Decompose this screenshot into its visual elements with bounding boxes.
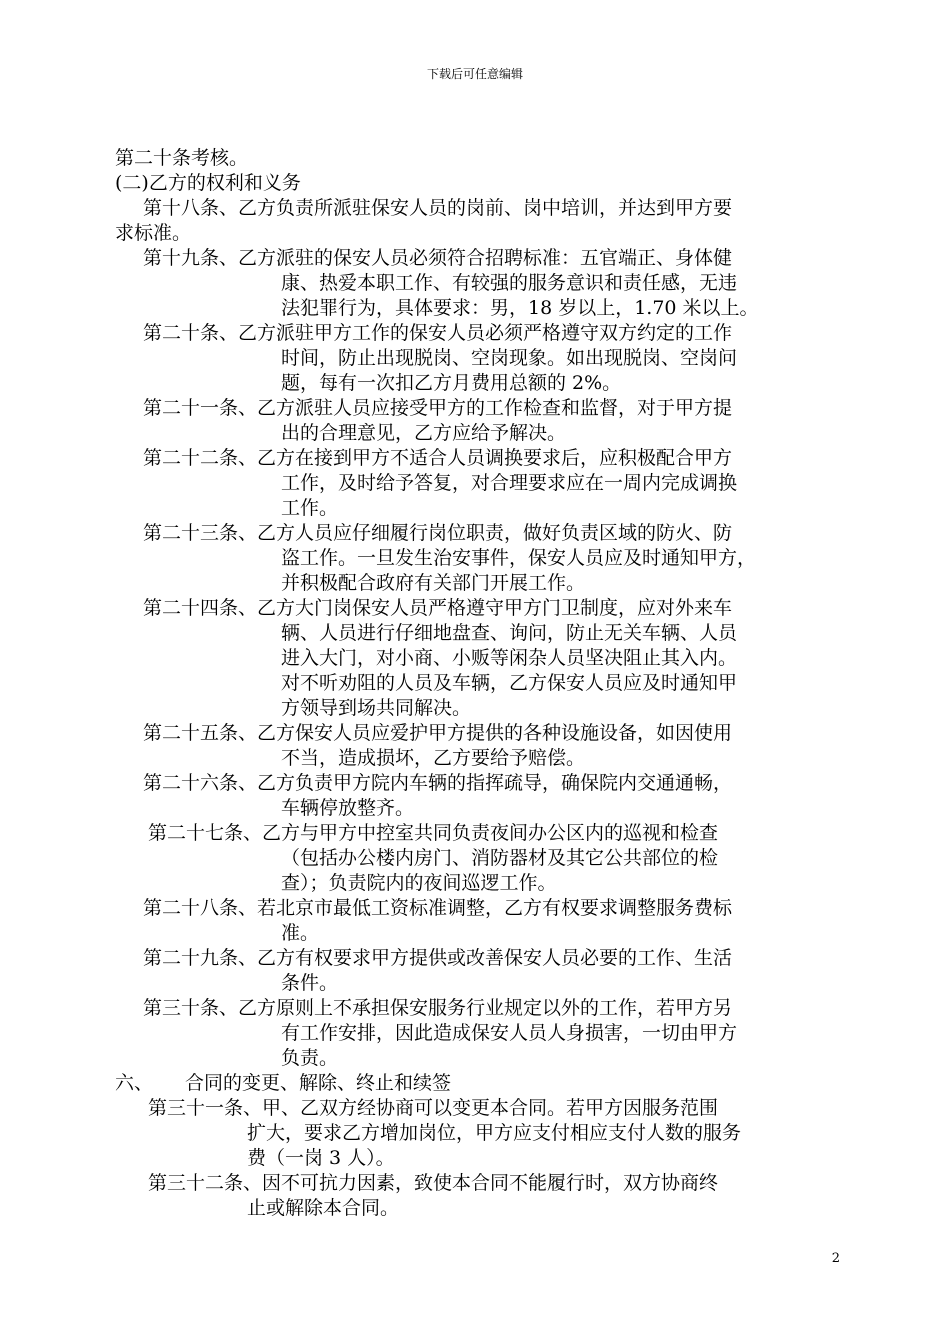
article-27-line-1: 第二十七条、乙方与甲方中控室共同负责夜间办公区内的巡视和检查 bbox=[148, 822, 719, 844]
article-24-line-2: 辆、人员进行仔细地盘查、询问，防止无关车辆、人员 bbox=[281, 622, 738, 644]
article-26-line-2: 车辆停放整齐。 bbox=[281, 797, 415, 819]
article-27-line-2: （包括办公楼内房门、消防器材及其它公共部位的检 bbox=[281, 847, 719, 869]
document-body bbox=[115, 146, 855, 1221]
article-22-line-2: 工作，及时给予答复，对合理要求应在一周内完成调换 bbox=[281, 472, 738, 494]
article-20-line-2: 时间，防止出现脱岗、空岗现象。如出现脱岗、空岗问 bbox=[281, 347, 738, 369]
page-header: 下载后可任意编辑 bbox=[426, 67, 523, 81]
article-23-line-1: 第二十三条、乙方人员应仔细履行岗位职责，做好负责区域的防火、防 bbox=[143, 522, 733, 544]
article-29-line-2: 条件。 bbox=[281, 972, 339, 994]
article-24-line-4: 对不听劝阻的人员及车辆，乙方保安人员应及时通知甲 bbox=[281, 672, 738, 694]
article-21-line-1: 第二十一条、乙方派驻人员应接受甲方的工作检查和监督，对于甲方提 bbox=[143, 397, 733, 419]
article-20-line-1: 第二十条、乙方派驻甲方工作的保安人员必须严格遵守双方约定的工作 bbox=[143, 322, 733, 344]
article-30-line-1: 第三十条、乙方原则上不承担保安服务行业规定以外的工作，若甲方另 bbox=[143, 997, 733, 1019]
article-30-line-3: 负责。 bbox=[281, 1047, 339, 1069]
article-20-assessment: 第二十条考核。 bbox=[115, 147, 249, 169]
article-18-line-1: 第十八条、乙方负责所派驻保安人员的岗前、岗中培训，并达到甲方要 bbox=[143, 197, 733, 219]
section-6-heading bbox=[115, 1071, 855, 1096]
page-number: 2 bbox=[831, 1251, 840, 1266]
article-20-line-3: 题，每有一次扣乙方月费用总额的 2%。 bbox=[281, 372, 622, 394]
article-29-line-1: 第二十九条、乙方有权要求甲方提供或改善保安人员必要的工作、生活 bbox=[143, 947, 733, 969]
article-28-line-1: 第二十八条、若北京市最低工资标准调整，乙方有权要求调整服务费标 bbox=[143, 897, 733, 919]
article-19-line-2: 康、热爱本职工作、有较强的服务意识和责任感，无违 bbox=[281, 272, 738, 294]
article-19-line-3: 法犯罪行为，具体要求：男，18 岁以上，1.70 米以上。 bbox=[281, 297, 759, 319]
article-27-line-3: 查）；负责院内的夜间巡逻工作。 bbox=[281, 872, 557, 894]
article-21-line-2: 出的合理意见，乙方应给予解决。 bbox=[281, 422, 567, 444]
article-25-line-2: 不当，造成损坏，乙方要给予赔偿。 bbox=[281, 747, 586, 769]
article-22-line-3: 工作。 bbox=[281, 497, 339, 519]
article-23-line-3: 并积极配合政府有关部门开展工作。 bbox=[281, 572, 586, 594]
article-22-line-1: 第二十二条、乙方在接到甲方不适合人员调换要求后，应积极配合甲方 bbox=[143, 447, 733, 469]
article-24-line-5: 方领导到场共同解决。 bbox=[281, 697, 472, 719]
section-6-title: 合同的变更、解除、终止和续签 bbox=[185, 1072, 452, 1094]
article-24-line-1: 第二十四条、乙方大门岗保安人员严格遵守甲方门卫制度，应对外来车 bbox=[143, 597, 733, 619]
article-25-line-1: 第二十五条、乙方保安人员应爱护甲方提供的各种设施设备，如因使用 bbox=[143, 722, 733, 744]
article-26-line-1: 第二十六条、乙方负责甲方院内车辆的指挥疏导，确保院内交通通畅， bbox=[143, 772, 733, 794]
article-31-line-3: 费（一岗 3 人）。 bbox=[247, 1147, 395, 1169]
article-32-line-2: 止或解除本合同。 bbox=[247, 1197, 400, 1219]
section-heading-rights-obligations: (二)乙方的权利和义务 bbox=[115, 172, 301, 194]
article-19-line-1: 第十九条、乙方派驻的保安人员必须符合招聘标准：五官端正、身体健 bbox=[143, 247, 733, 269]
article-32-line-1: 第三十二条、因不可抗力因素，致使本合同不能履行时，双方协商终 bbox=[148, 1172, 719, 1194]
article-18-line-2: 求标准。 bbox=[115, 222, 192, 244]
article-30-line-2: 有工作安排，因此造成保安人员人身损害，一切由甲方 bbox=[281, 1022, 738, 1044]
article-31-line-2: 扩大，要求乙方增加岗位，甲方应支付相应支付人数的服务 bbox=[247, 1122, 742, 1144]
article-28-line-2: 准。 bbox=[281, 922, 320, 944]
section-6-number: 六、 bbox=[115, 1072, 154, 1094]
article-24-line-3: 进入大门，对小商、小贩等闲杂人员坚决阻止其入内。 bbox=[281, 647, 738, 669]
article-31-line-1: 第三十一条、甲、乙双方经协商可以变更本合同。若甲方因服务范围 bbox=[148, 1097, 719, 1119]
article-23-line-2: 盗工作。一旦发生治安事件，保安人员应及时通知甲方， bbox=[281, 547, 757, 569]
